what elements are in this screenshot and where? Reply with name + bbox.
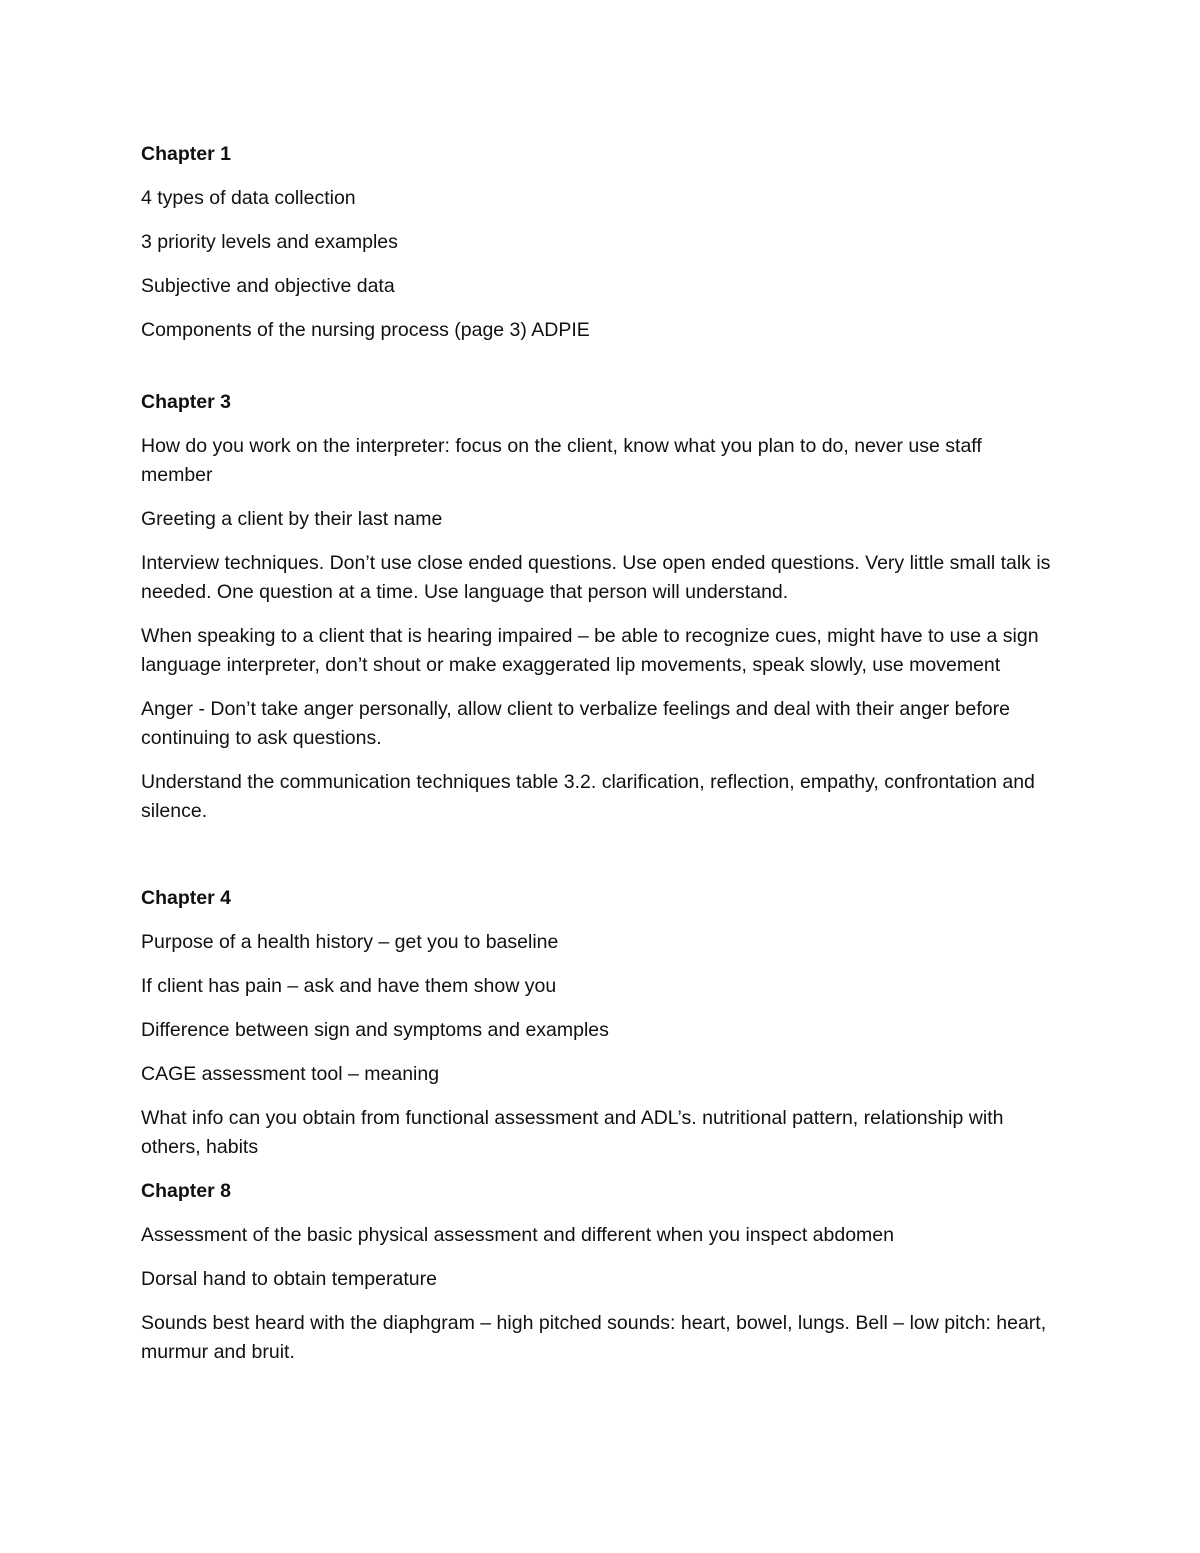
list-item: Components of the nursing process (page 3) ADPIE — [141, 319, 590, 341]
document-body — [141, 140, 1051, 1382]
list-item: Sounds best heard with the diaphgram – high pitched sounds: heart, bowel, lungs. Bell – low pitch: heart, murmur and bruit. — [141, 1312, 1047, 1363]
list-item: What info can you obtain from functional assessment and ADL’s. nutritional pattern, relationship with others, habits — [141, 1107, 1004, 1158]
list-item: 3 priority levels and examples — [141, 231, 398, 253]
section-chapter-1 — [141, 140, 1051, 345]
list-item: Purpose of a health history – get you to baseline — [141, 931, 559, 953]
list-item: 4 types of data collection — [141, 187, 356, 209]
section-heading: Chapter 3 — [141, 391, 231, 413]
list-item: Interview techniques. Don’t use close ended questions. Use open ended questions. Very little small talk is needed. One question at a time. Use language that person will understand. — [141, 552, 1051, 603]
list-item: CAGE assessment tool – meaning — [141, 1063, 440, 1085]
list-item: Assessment of the basic physical assessment and different when you inspect abdomen — [141, 1224, 894, 1246]
section-heading: Chapter 1 — [141, 143, 231, 165]
section-chapter-3 — [141, 388, 1051, 826]
list-item: If client has pain – ask and have them show you — [141, 975, 557, 997]
section-heading: Chapter 8 — [141, 1180, 231, 1202]
list-item: Dorsal hand to obtain temperature — [141, 1268, 437, 1290]
list-item: Understand the communication techniques table 3.2. clarification, reflection, empathy, confrontation and silence. — [141, 771, 1035, 822]
section-chapter-4 — [141, 884, 1051, 1162]
list-item: How do you work on the interpreter: focus on the client, know what you plan to do, never use staff member — [141, 435, 982, 486]
list-item: Greeting a client by their last name — [141, 508, 443, 530]
section-chapter-8 — [141, 1177, 1051, 1367]
list-item: Difference between sign and symptoms and examples — [141, 1019, 609, 1041]
list-item: Anger - Don’t take anger personally, allow client to verbalize feelings and deal with their anger before continuing to ask questions. — [141, 698, 1010, 749]
list-item: When speaking to a client that is hearing impaired – be able to recognize cues, might have to use a sign language interpreter, don’t shout or make exaggerated lip movements, speak slowly, use movement — [141, 625, 1039, 676]
section-heading: Chapter 4 — [141, 887, 231, 909]
list-item: Subjective and objective data — [141, 275, 395, 297]
